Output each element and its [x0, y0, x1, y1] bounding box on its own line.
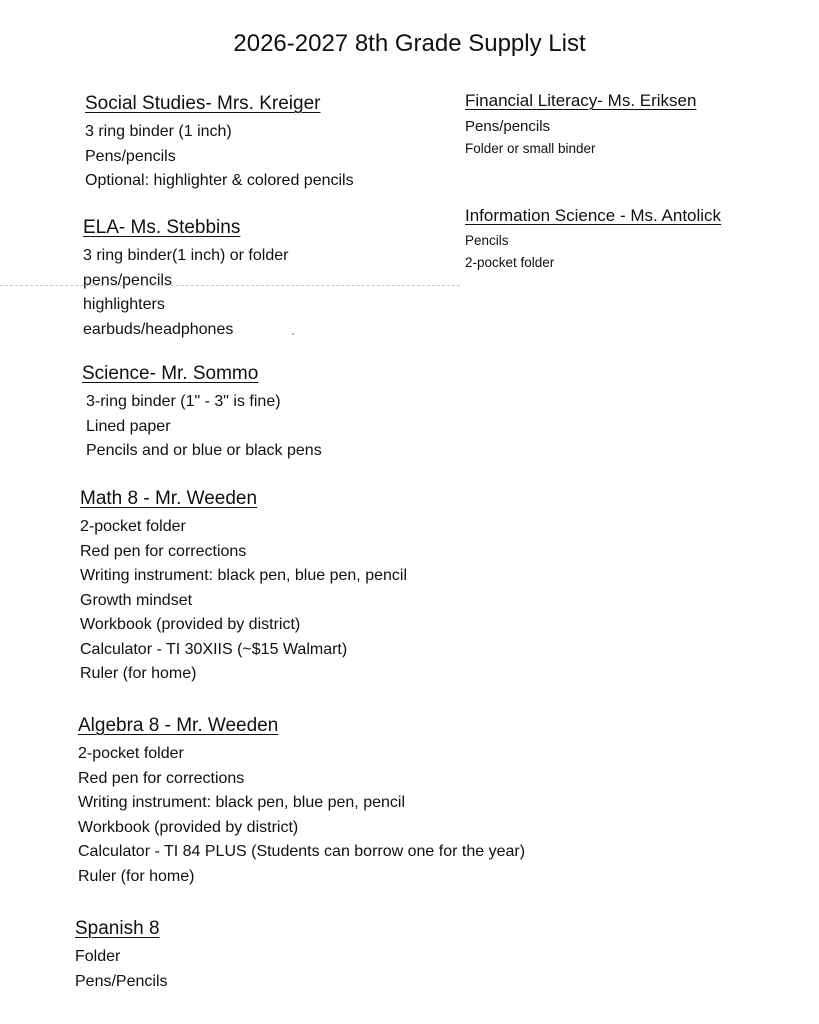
list-item: Workbook (provided by district) — [80, 616, 301, 633]
list-item: Pens/pencils — [85, 147, 176, 165]
list-item: Folder or small binder — [465, 141, 596, 156]
list-item: Optional: highlighter & colored pencils — [85, 172, 354, 189]
list-item: Red pen for corrections — [78, 769, 245, 787]
list-item: Pencils and or blue or black pens — [86, 442, 322, 459]
list-item: highlighters — [83, 296, 165, 313]
section-financial-literacy — [465, 91, 696, 160]
section-spanish-8 — [75, 918, 168, 994]
list-item: Workbook (provided by district) — [78, 818, 299, 836]
list-item: Writing instrument: black pen, blue pen, pencil — [80, 567, 407, 584]
scan-artifact-line — [0, 285, 460, 286]
list-item: Growth mindset — [80, 591, 193, 609]
list-item: Folder — [75, 948, 121, 965]
list-item: Calculator - TI 84 PLUS (Students can borrow one for the year) — [78, 843, 526, 860]
list-item: earbuds/headphones — [83, 320, 234, 338]
section-heading: Math 8 - Mr. Weeden — [80, 488, 258, 509]
list-item: Ruler (for home) — [78, 867, 195, 885]
scan-artifact-speck — [292, 333, 294, 335]
list-item: Lined paper — [86, 417, 171, 435]
section-science — [82, 363, 322, 464]
section-information-science — [465, 206, 721, 274]
list-item: Calculator - TI 30XIIS (~$15 Walmart) — [80, 640, 348, 658]
list-item: 3 ring binder (1 inch) — [85, 123, 232, 140]
section-heading: Information Science - Ms. Antolick — [465, 206, 722, 225]
list-item: 3-ring binder (1" - 3" is fine) — [86, 393, 281, 410]
section-math-8 — [80, 488, 407, 687]
section-ela — [83, 217, 288, 342]
list-item: 3 ring binder(1 inch) or folder — [83, 247, 289, 264]
section-heading: Science- Mr. Sommo — [82, 363, 259, 384]
list-item: 2-pocket folder — [465, 255, 555, 270]
section-heading: Algebra 8 - Mr. Weeden — [78, 715, 279, 736]
section-heading: ELA- Ms. Stebbins — [83, 217, 241, 238]
list-item: Red pen for corrections — [80, 542, 247, 560]
list-item: Pens/pencils — [465, 118, 551, 135]
list-item: pens/pencils — [83, 271, 172, 289]
list-item: Pens/Pencils — [75, 972, 168, 990]
list-item: 2-pocket folder — [78, 745, 184, 762]
section-heading: Spanish 8 — [75, 918, 160, 939]
page-title: 2026-2027 8th Grade Supply List — [233, 30, 586, 57]
section-heading: Social Studies- Mrs. Kreiger — [85, 93, 321, 114]
section-heading: Financial Literacy- Ms. Eriksen — [465, 91, 697, 110]
list-item: 2-pocket folder — [80, 518, 186, 535]
list-item: Ruler (for home) — [80, 665, 197, 682]
list-item: Pencils — [465, 233, 509, 248]
section-social-studies — [85, 93, 354, 194]
list-item: Writing instrument: black pen, blue pen, pencil — [78, 794, 405, 811]
section-algebra-8 — [78, 715, 525, 889]
